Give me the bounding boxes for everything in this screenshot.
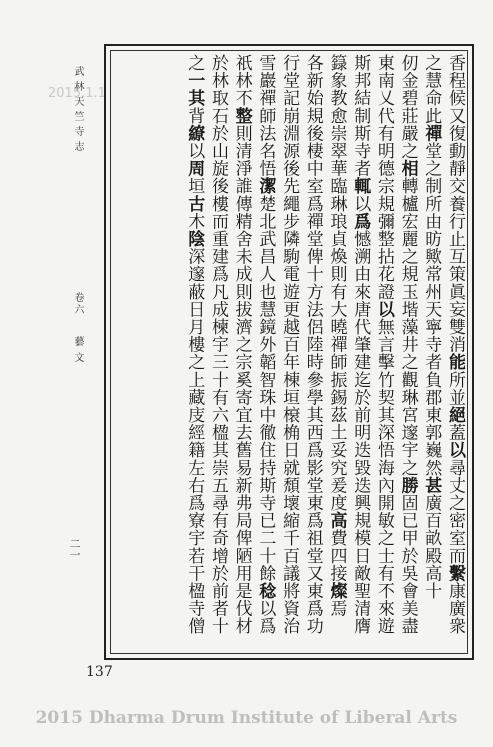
text-column (253, 54, 277, 652)
text-run: 相 (397, 159, 418, 178)
margin-column (64, 44, 102, 660)
text-run: 雪巖禪師法名悟 (255, 54, 276, 178)
text-column (324, 54, 348, 652)
text-run: 各新始規後棲中室爲禪堂俾十方法侶陸時參學其西爲影堂東爲祖堂又東爲功 (302, 54, 323, 635)
text-run: 一其 (184, 71, 205, 107)
text-run: 則清淨誰傳精舍未成則拔濟之宗奚寄宜去舊易新弗局俾陋用是伐材 (231, 124, 252, 635)
watermark-bottom: 2015 Dharma Drum Institute of Liberal Arts (35, 708, 458, 728)
text-run: 稔 (255, 582, 276, 600)
text-run: 周 (184, 159, 205, 178)
text-run: 行堂記崩淵源後先繩步隣駒電遊更越百年棟垣榱桷日就頹壞縮千百議將資治 (279, 54, 300, 635)
text-run: 康廣衆 (445, 582, 465, 635)
text-run: 深邃蔽日月樓之上藏庋經籍左右爲寮宇若干楹寺僧 (184, 247, 205, 635)
text-run: 爲 (350, 212, 371, 231)
text-run: 斯邦結制斯寺者 (350, 54, 371, 178)
text-run: 以爲 (255, 599, 276, 635)
text-run: 背 (184, 106, 205, 125)
text-run: 古 (184, 194, 205, 213)
text-column (442, 54, 466, 652)
text-run: 絕 (445, 406, 465, 424)
margin-section: 藝文 (72, 336, 83, 368)
text-run: 輒 (350, 177, 371, 195)
text-run: 楚北武昌人也慧鏡外韜智珠中徹住持斯寺已二十餘 (255, 194, 276, 583)
text-run: 繫 (445, 564, 465, 583)
page-number: 137 (86, 664, 113, 680)
text-run: 費四接 (326, 529, 347, 583)
text-run: 潔 (255, 177, 276, 195)
body-text (110, 54, 466, 652)
text-run: 固已甲於吳會美盡 (397, 494, 418, 635)
text-run: 籙象教愈崇翠華臨琳琅貞煥則有大曉禪師振錫茲土妥究爰度 (326, 54, 347, 512)
text-run: 以 (373, 300, 394, 319)
text-column (182, 54, 206, 652)
text-column (419, 54, 443, 652)
text-run: 尋丈之密室而 (445, 458, 465, 565)
text-run: 高 (326, 511, 347, 530)
text-column (395, 54, 419, 652)
text-run: 堂之制所由昉歟常州天寧寺者負郡東郭巍然 (421, 142, 442, 477)
text-run: 蓋 (445, 423, 465, 442)
text-run: 禪 (421, 124, 442, 143)
text-run: 勝 (397, 476, 418, 495)
text-column (229, 54, 253, 652)
text-run: 所並 (445, 370, 465, 407)
text-run: 甚 (421, 476, 442, 495)
text-run: 香程候又復動靜交養行止互策眞妄雙消 (445, 54, 465, 354)
text-run: 無言擊竹契其深悟海內開敏之士有不來遊 (373, 318, 394, 635)
text-run: 燦 (326, 582, 347, 600)
text-column (300, 54, 324, 652)
margin-fascicle: 卷六 (72, 292, 83, 316)
text-run: 陰 (184, 230, 205, 248)
folio-number: 二一 (68, 538, 81, 560)
text-run: 東南乂代有明德宗規彌整拈花證 (373, 54, 394, 301)
text-run: 於林取石於山旋後樓而重建爲凡成楝宇三十有六楹其崇五尋有奇增於前者十 (207, 54, 228, 635)
text-run: 焉 (326, 599, 347, 618)
text-run: 憾溯由來唐代肇建迄於前明迭毀迭興規模日敵聖清膺 (350, 230, 371, 635)
text-run: 之慧命此 (421, 54, 442, 125)
text-run: 仞金碧莊嚴之 (397, 54, 418, 160)
text-run: 以 (445, 441, 465, 459)
text-column (347, 54, 371, 652)
text-run: 繚 (184, 124, 205, 143)
watermark-top: 2015.1.1 (48, 86, 106, 101)
text-run: 以 (350, 194, 371, 213)
text-run: 以 (184, 142, 205, 160)
text-column (371, 54, 395, 652)
text-column (276, 54, 300, 652)
text-run: 之 (184, 54, 205, 72)
text-run: 轉 (397, 177, 418, 195)
text-run: 櫨宏麗之規玉堦藻井之觀琳宮邃宇之 (397, 194, 418, 477)
text-run: 整 (231, 106, 252, 125)
margin-book-title: 武林天竺寺志 (72, 66, 83, 156)
text-run: 廣百畝殿高十 (421, 494, 442, 600)
text-run: 垣 (184, 177, 205, 195)
text-column (205, 54, 229, 652)
text-run: 能 (445, 353, 465, 371)
text-run: 木 (184, 212, 205, 231)
text-run: 祇林不 (231, 54, 252, 107)
